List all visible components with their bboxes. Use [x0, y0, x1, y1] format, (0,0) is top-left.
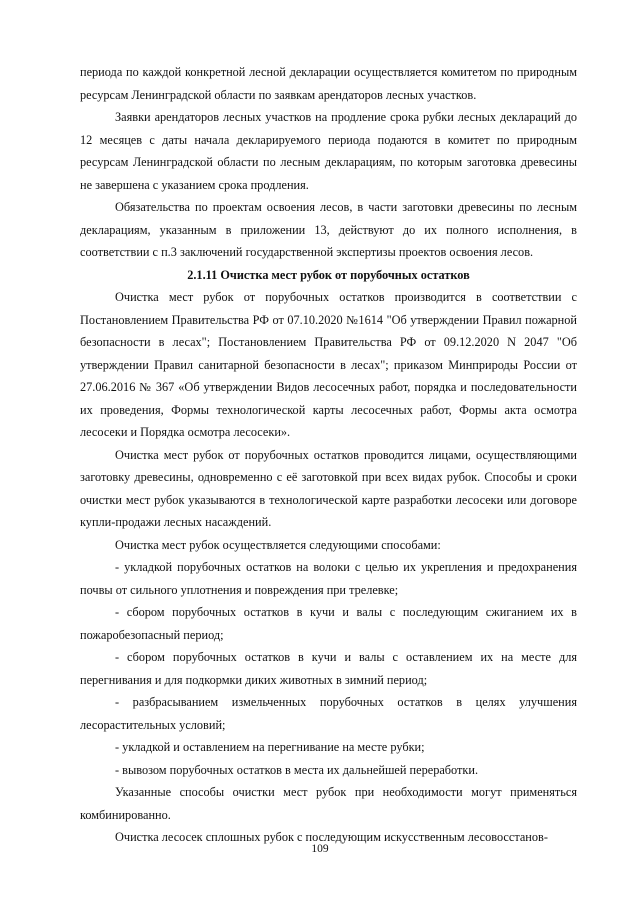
paragraph-obligations: Обязательства по проектам освоения лесов, в части заготовки древесины по лесным декларациям, указанным в приложении 13, действуют до их полного исполнения, в соответствии с п.3 заключений государственной экспертизы проектов освоения лесов. [80, 200, 577, 259]
list-item-method-6: - вывозом порубочных остатков в места их дальнейшей переработки. [115, 762, 479, 777]
section-heading: 2.1.11 Очистка мест рубок от порубочных остатков [187, 267, 470, 282]
paragraph-continuation: периода по каждой конкретной лесной декларации осуществляется комитетом по природным ресурсам Ленинградской области по заявкам арендаторов лесных участков. [80, 65, 577, 102]
paragraph-combined: Указанные способы очистки мест рубок при необходимости могут применяться комбинированно. [80, 785, 577, 822]
paragraph-continued: Очистка лесосек сплошных рубок с последующим искусственным лесовосстанов- [115, 830, 548, 844]
document-page [80, 61, 577, 849]
paragraph-extension-requests: Заявки арендаторов лесных участков на продление срока рубки лесных деклараций до 12 месяцев с даты начала декларируемого периода подаются в комитет по природным ресурсам Ленинградской области по лесным декларациям, по которым заготовка древесины не завершена с указанием срока продления. [80, 110, 577, 192]
paragraph-regulations: Очистка мест рубок от порубочных остатков производится в соответствии с Постановлением Правительства РФ от 07.10.2020 №1614 "Об утверждении Правил пожарной безопасности в лесах"; Постановлением Правительства РФ от 09.12.2020 N 2047 "Об утверждении Правил санитарной безопасности в лесах"; приказом Минприроды России от 27.06.2016 № 367 «Об утверждении Видов лесосечных работ, порядка и последовательности их проведения, Формы технологической карты лесосечных работ, Формы акта осмотра лесосеки и Порядка осмотра лесосеки». [80, 290, 577, 439]
page-number: 109 [311, 843, 329, 855]
list-item-method-3: - сбором порубочных остатков в кучи и валы с оставлением их на месте для перегнивания и для подкормки диких животных в зимний период; [80, 650, 577, 687]
paragraph-methods-intro: Очистка мест рубок осуществляется следующими способами: [115, 537, 441, 552]
list-item-method-1: - укладкой порубочных остатков на волоки с целью их укрепления и предохранения почвы от сильного уплотнения и повреждения при трелевке; [80, 560, 577, 597]
list-item-method-4: - разбрасыванием измельченных порубочных остатков в целях улучшения лесорастительных условий; [80, 695, 577, 732]
list-item-method-2: - сбором порубочных остатков в кучи и валы с последующим сжиганием их в пожаробезопасный период; [80, 605, 577, 642]
paragraph-responsibility: Очистка мест рубок от порубочных остатков проводится лицами, осуществляющими заготовку древесины, одновременно с её заготовкой при всех видах рубок. Способы и сроки очистки мест рубок указываются в технологической карте разработки лесосеки или договоре купли-продажи лесных насаждений. [80, 447, 577, 529]
list-item-method-5: - укладкой и оставлением на перегнивание на месте рубки; [115, 740, 425, 754]
